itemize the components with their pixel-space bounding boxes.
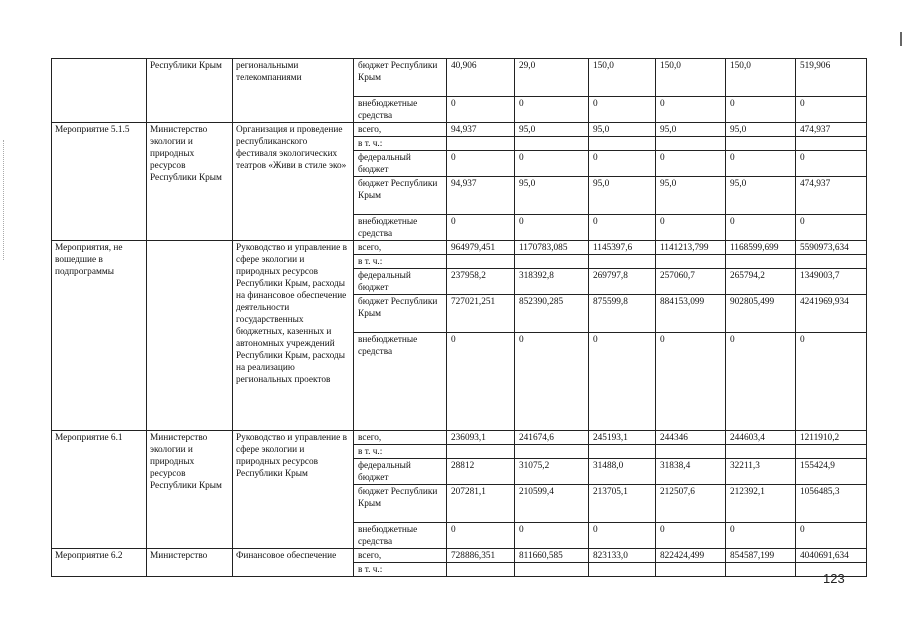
measure-cell: Мероприятия, не вошедшие в подпрограммы (52, 241, 147, 431)
value-cell: 964979,451 (447, 241, 515, 255)
value-cell: 0 (447, 97, 515, 123)
value-cell: 245193,1 (589, 431, 656, 445)
value-cell: 0 (447, 215, 515, 241)
total-cell: 1056485,3 (796, 485, 867, 523)
table-row (52, 431, 867, 445)
value-cell (447, 445, 515, 459)
value-cell: 1168599,699 (726, 241, 796, 255)
value-cell: 1141213,799 (656, 241, 726, 255)
total-cell: 1349003,7 (796, 269, 867, 295)
value-cell (515, 137, 589, 151)
description-cell: региональными телекомпаниями (233, 59, 354, 123)
value-cell: 212392,1 (726, 485, 796, 523)
value-cell: 0 (515, 151, 589, 177)
value-cell: 0 (656, 151, 726, 177)
page-number: 123 (823, 571, 845, 586)
value-cell: 95,0 (515, 123, 589, 137)
source-cell: в т. ч.: (354, 255, 447, 269)
value-cell: 0 (447, 151, 515, 177)
executor-cell: Министерство (147, 549, 233, 577)
value-cell: 0 (515, 523, 589, 549)
value-cell: 31488,0 (589, 459, 656, 485)
value-cell: 150,0 (656, 59, 726, 97)
value-cell (447, 137, 515, 151)
value-cell: 0 (515, 97, 589, 123)
value-cell (589, 563, 656, 577)
budget-table (51, 58, 867, 577)
value-cell: 207281,1 (447, 485, 515, 523)
value-cell (447, 255, 515, 269)
description-cell: Руководство и управление в сфере экологии и природных ресурсов Республики Крым (233, 431, 354, 549)
executor-cell (147, 241, 233, 431)
value-cell: 822424,499 (656, 549, 726, 563)
value-cell: 0 (656, 97, 726, 123)
value-cell: 854587,199 (726, 549, 796, 563)
value-cell: 823133,0 (589, 549, 656, 563)
measure-cell: Мероприятие 6.1 (52, 431, 147, 549)
value-cell (656, 137, 726, 151)
value-cell (515, 445, 589, 459)
value-cell: 0 (589, 151, 656, 177)
value-cell (726, 255, 796, 269)
value-cell (656, 563, 726, 577)
source-cell: бюджет Республики Крым (354, 177, 447, 215)
source-cell: всего, (354, 549, 447, 563)
value-cell: 0 (726, 523, 796, 549)
source-cell: федеральный бюджет (354, 269, 447, 295)
value-cell: 150,0 (589, 59, 656, 97)
source-cell: внебюджетные средства (354, 215, 447, 241)
source-cell: всего, (354, 123, 447, 137)
value-cell: 727021,251 (447, 295, 515, 333)
value-cell: 875599,8 (589, 295, 656, 333)
value-cell (656, 445, 726, 459)
value-cell: 94,937 (447, 177, 515, 215)
source-cell: всего, (354, 431, 447, 445)
value-cell: 0 (656, 333, 726, 431)
value-cell: 95,0 (515, 177, 589, 215)
value-cell: 0 (656, 523, 726, 549)
total-cell: 1211910,2 (796, 431, 867, 445)
total-cell (796, 255, 867, 269)
value-cell: 0 (589, 97, 656, 123)
executor-cell: Министерство экологии и природных ресурсов Республики Крым (147, 123, 233, 241)
value-cell: 852390,285 (515, 295, 589, 333)
total-cell: 0 (796, 523, 867, 549)
value-cell: 257060,7 (656, 269, 726, 295)
value-cell: 0 (447, 333, 515, 431)
total-cell: 4241969,934 (796, 295, 867, 333)
value-cell: 95,0 (656, 123, 726, 137)
scan-artifact (900, 32, 902, 46)
value-cell: 40,906 (447, 59, 515, 97)
value-cell: 212507,6 (656, 485, 726, 523)
total-cell: 4040691,634 (796, 549, 867, 563)
value-cell: 244346 (656, 431, 726, 445)
value-cell: 95,0 (726, 123, 796, 137)
value-cell: 236093,1 (447, 431, 515, 445)
value-cell: 902805,499 (726, 295, 796, 333)
value-cell (515, 255, 589, 269)
value-cell: 318392,8 (515, 269, 589, 295)
value-cell: 0 (726, 215, 796, 241)
total-cell: 0 (796, 333, 867, 431)
value-cell (726, 137, 796, 151)
scan-artifact-margin (3, 140, 8, 260)
value-cell (726, 445, 796, 459)
source-cell: в т. ч.: (354, 137, 447, 151)
value-cell: 811660,585 (515, 549, 589, 563)
value-cell: 210599,4 (515, 485, 589, 523)
total-cell: 0 (796, 151, 867, 177)
value-cell (656, 255, 726, 269)
value-cell (447, 563, 515, 577)
value-cell: 0 (589, 215, 656, 241)
table-row (52, 549, 867, 563)
source-cell: в т. ч.: (354, 445, 447, 459)
executor-cell: Министерство экологии и природных ресурсов Республики Крым (147, 431, 233, 549)
value-cell: 0 (515, 215, 589, 241)
value-cell: 95,0 (589, 123, 656, 137)
total-cell: 519,906 (796, 59, 867, 97)
value-cell: 244603,4 (726, 431, 796, 445)
value-cell: 1170783,085 (515, 241, 589, 255)
total-cell: 5590973,634 (796, 241, 867, 255)
description-cell: Руководство и управление в сфере экологии и природных ресурсов Республики Крым, расходы на финансовое обеспечение деятельности государственных бюджетных, казенных и автономных учреждений Республики Крым, расходы на реализацию региональных проектов (233, 241, 354, 431)
description-cell: Организация и проведение республиканского фестиваля экологических театров «Живи в стиле эко» (233, 123, 354, 241)
total-cell: 0 (796, 97, 867, 123)
value-cell: 0 (726, 97, 796, 123)
value-cell: 28812 (447, 459, 515, 485)
source-cell: бюджет Республики Крым (354, 295, 447, 333)
value-cell: 0 (589, 523, 656, 549)
measure-cell (52, 59, 147, 123)
measure-cell: Мероприятие 5.1.5 (52, 123, 147, 241)
value-cell: 32211,3 (726, 459, 796, 485)
value-cell: 95,0 (726, 177, 796, 215)
value-cell: 150,0 (726, 59, 796, 97)
value-cell: 95,0 (589, 177, 656, 215)
value-cell: 0 (656, 215, 726, 241)
value-cell: 95,0 (656, 177, 726, 215)
value-cell (589, 445, 656, 459)
source-cell: в т. ч.: (354, 563, 447, 577)
total-cell: 474,937 (796, 177, 867, 215)
total-cell (796, 137, 867, 151)
value-cell: 94,937 (447, 123, 515, 137)
value-cell: 213705,1 (589, 485, 656, 523)
value-cell: 0 (447, 523, 515, 549)
source-cell: федеральный бюджет (354, 151, 447, 177)
measure-cell: Мероприятие 6.2 (52, 549, 147, 577)
total-cell: 474,937 (796, 123, 867, 137)
source-cell: бюджет Республики Крым (354, 59, 447, 97)
source-cell: внебюджетные средства (354, 333, 447, 431)
table-row (52, 241, 867, 255)
value-cell: 269797,8 (589, 269, 656, 295)
table-row (52, 123, 867, 137)
executor-cell: Республики Крым (147, 59, 233, 123)
source-cell: бюджет Республики Крым (354, 485, 447, 523)
total-cell: 0 (796, 215, 867, 241)
value-cell: 237958,2 (447, 269, 515, 295)
value-cell: 31838,4 (656, 459, 726, 485)
value-cell (589, 137, 656, 151)
value-cell (515, 563, 589, 577)
value-cell (726, 563, 796, 577)
value-cell: 265794,2 (726, 269, 796, 295)
value-cell: 31075,2 (515, 459, 589, 485)
source-cell: внебюджетные средства (354, 97, 447, 123)
value-cell: 728886,351 (447, 549, 515, 563)
value-cell: 0 (589, 333, 656, 431)
description-cell: Финансовое обеспечение (233, 549, 354, 577)
source-cell: федеральный бюджет (354, 459, 447, 485)
source-cell: всего, (354, 241, 447, 255)
value-cell: 0 (515, 333, 589, 431)
total-cell: 155424,9 (796, 459, 867, 485)
value-cell: 884153,099 (656, 295, 726, 333)
value-cell: 241674,6 (515, 431, 589, 445)
total-cell (796, 445, 867, 459)
value-cell: 29,0 (515, 59, 589, 97)
table-row (52, 59, 867, 97)
value-cell: 1145397,6 (589, 241, 656, 255)
value-cell (589, 255, 656, 269)
value-cell: 0 (726, 151, 796, 177)
value-cell: 0 (726, 333, 796, 431)
source-cell: внебюджетные средства (354, 523, 447, 549)
